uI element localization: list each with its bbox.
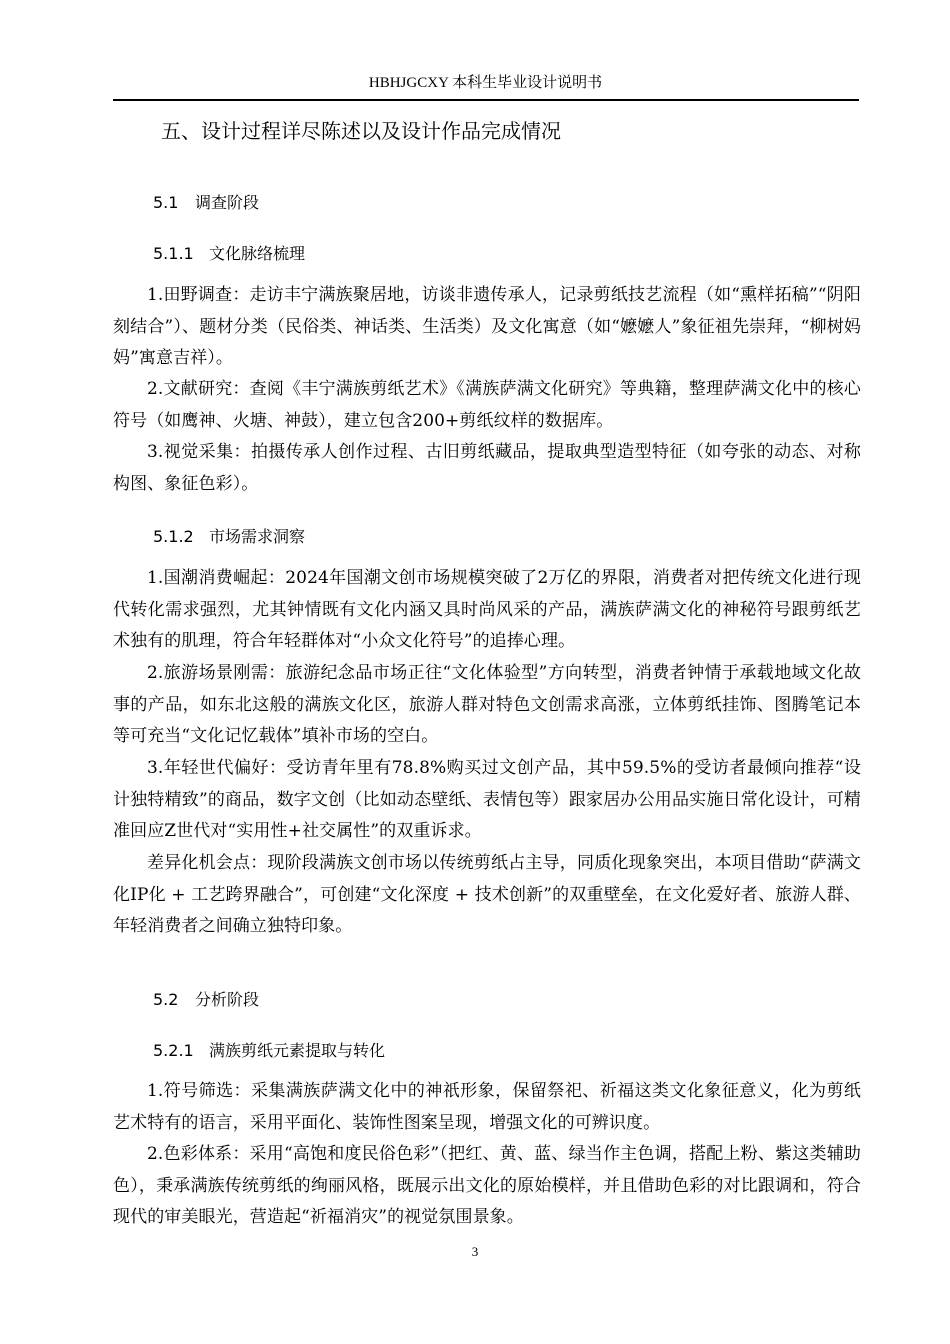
heading-number: 5.2.1 (153, 1041, 194, 1060)
heading-number: 5.2 (153, 990, 179, 1009)
page-header: HBHJGCXY 本科生毕业设计说明书 (368, 75, 603, 91)
paragraph: 1.田野调查：走访丰宁满族聚居地，访谈非遗传承人，记录剪纸技艺流程（如“熏样拓稿”“阴阳刻结合”）、题材分类（民俗类、神话类、生活类）及文化寓意（如“嬷嬷人”象征祖先崇拜，“柳树妈妈”寓意吉祥）。 (113, 285, 861, 368)
page-number: 3 (471, 1244, 479, 1259)
heading-text: 市场需求洞察 (209, 527, 306, 546)
header-divider (113, 99, 859, 101)
paragraph: 3.视觉采集：拍摄传承人创作过程、古旧剪纸藏品，提取典型造型特征（如夸张的动态、对称构图、象征色彩）。 (113, 442, 861, 494)
heading-text: 分析阶段 (195, 990, 260, 1009)
heading-number: 5.1 (153, 193, 179, 212)
heading-5-1 (153, 191, 259, 215)
paragraph: 1.国潮消费崛起：2024年国潮文创市场规模突破了2万亿的界限，消费者对把传统文化进行现代转化需求强烈，尤其钟情既有文化内涵又具时尚风采的产品，满族萨满文化的神秘符号跟剪纸艺术独有的肌理，符合年轻群体对“小众文化符号”的追捧心理。 (113, 568, 861, 651)
paragraph: 2.色彩体系：采用“高饱和度民俗色彩”（把红、黄、蓝、绿当作主色调，搭配上粉、紫这类辅助色），秉承满族传统剪纸的绚丽风格，既展示出文化的原始模样，并且借助色彩的对比跟调和，符合现代的审美眼光，营造起“祈福消灾”的视觉氛围景象。 (113, 1144, 861, 1227)
heading-number: 5.1.1 (153, 244, 194, 263)
paragraph: 差异化机会点：现阶段满族文创市场以传统剪纸占主导，同质化现象突出，本项目借助“萨满文化IP化 + 工艺跨界融合”，可创建“文化深度 + 技术创新”的双重壁垒，在文化爱好者、旅游人群、年轻消费者之间确立独特印象。 (113, 853, 861, 936)
heading-5-1-1 (153, 242, 305, 266)
section-title: 五、设计过程详尽陈述以及设计作品完成情况 (161, 119, 561, 143)
heading-text: 调查阶段 (195, 193, 260, 212)
heading-5-1-2 (153, 525, 305, 549)
paragraph: 3.年轻世代偏好：受访青年里有78.8%购买过文创产品，其中59.5%的受访者最倾向推荐“设计独特精致”的商品，数字文创（比如动态壁纸、表情包等）跟家居办公用品实施日常化设计，可精准回应Z世代对“实用性+社交属性”的双重诉求。 (113, 758, 861, 841)
heading-text: 满族剪纸元素提取与转化 (209, 1041, 386, 1060)
heading-5-2 (153, 988, 259, 1012)
paragraph: 2.旅游场景刚需：旅游纪念品市场正往“文化体验型”方向转型，消费者钟情于承载地域文化故事的产品，如东北这般的满族文化区，旅游人群对特色文创需求高涨，立体剪纸挂饰、图腾笔记本等可充当“文化记忆载体”填补市场的空白。 (113, 663, 861, 746)
heading-text: 文化脉络梳理 (209, 244, 306, 263)
heading-5-2-1 (153, 1039, 385, 1063)
heading-number: 5.1.2 (153, 527, 194, 546)
paragraph: 1.符号筛选：采集满族萨满文化中的神祇形象，保留祭祀、祈福这类文化象征意义，化为剪纸艺术特有的语言，采用平面化、装饰性图案呈现，增强文化的可辨识度。 (113, 1081, 861, 1133)
paragraph: 2.文献研究：查阅《丰宁满族剪纸艺术》《满族萨满文化研究》等典籍，整理萨满文化中的核心符号（如鹰神、火塘、神鼓），建立包含200+剪纸纹样的数据库。 (113, 379, 861, 431)
